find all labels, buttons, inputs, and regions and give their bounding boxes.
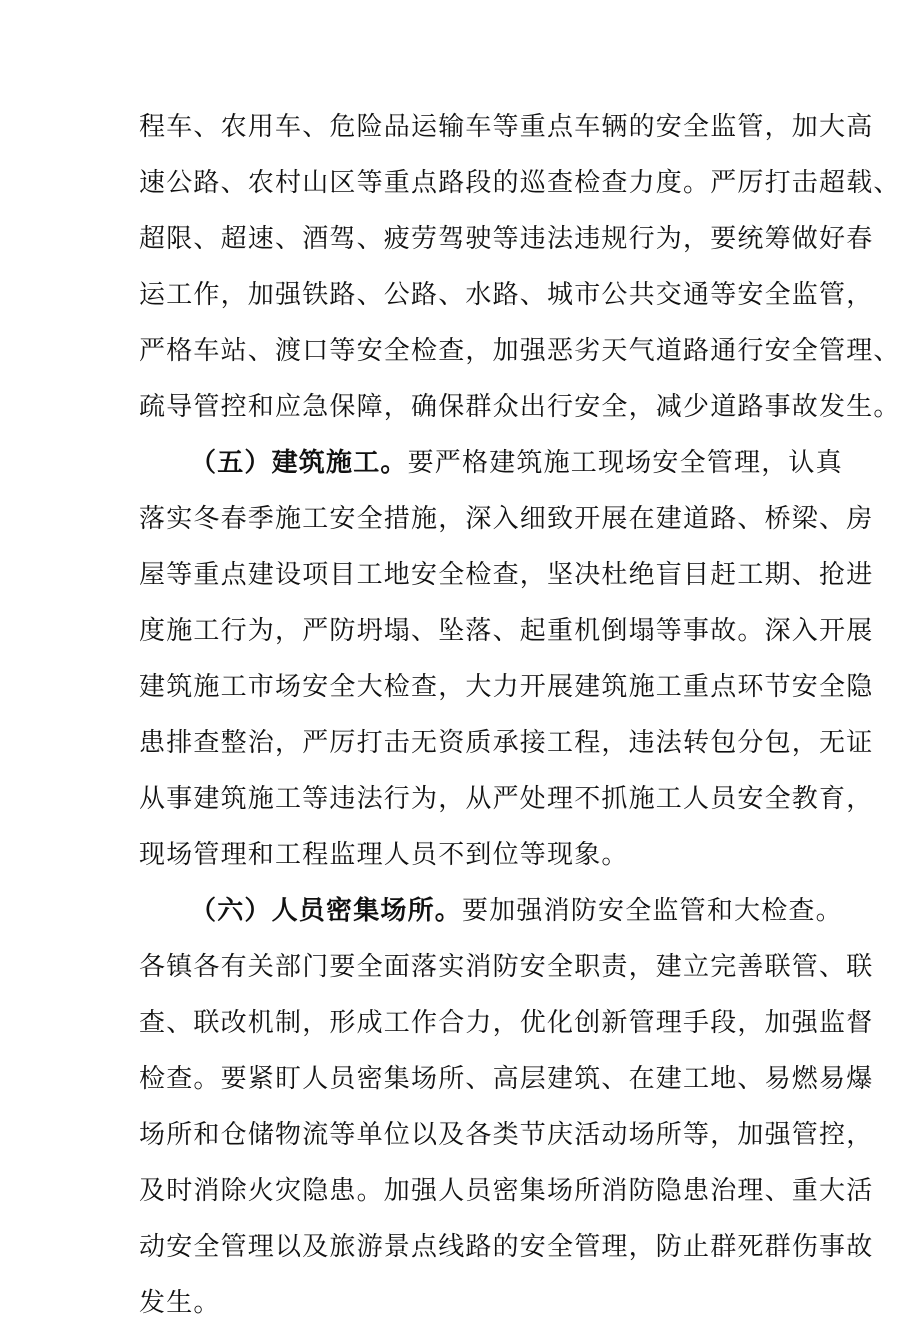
section-6-heading: （六）人员密集场所。 [190, 896, 463, 926]
paragraph-line: 发生。 [139, 1288, 221, 1318]
paragraph-line: 疏导管控和应急保障，确保群众出行安全，减少道路事故发生。 [139, 392, 901, 422]
section-6-intro: 要加强消防安全监管和大检查。 [462, 896, 843, 926]
paragraph-line: 及时消除火灾隐患。加强人员密集场所消防隐患治理、重大活 [139, 1176, 874, 1206]
paragraph-line: 运工作，加强铁路、公路、水路、城市公共交通等安全监管， [139, 280, 874, 310]
paragraph-line: 严格车站、渡口等安全检查，加强恶劣天气道路通行安全管理、 [139, 336, 901, 366]
paragraph-line: 程车、农用车、危险品运输车等重点车辆的安全监管，加大高 [139, 112, 874, 142]
paragraph-line: 检查。要紧盯人员密集场所、高层建筑、在建工地、易燃易爆 [139, 1064, 874, 1094]
paragraph-line: 患排查整治，严厉打击无资质承接工程，违法转包分包，无证 [139, 728, 874, 758]
paragraph-line: 度施工行为，严防坍塌、坠落、起重机倒塌等事故。深入开展 [139, 616, 874, 646]
paragraph-line: 动安全管理以及旅游景点线路的安全管理，防止群死群伤事故 [139, 1232, 874, 1262]
paragraph-line: 查、联改机制，形成工作合力，优化创新管理手段，加强监督 [139, 1008, 874, 1038]
paragraph-line: 超限、超速、酒驾、疲劳驾驶等违法违规行为，要统筹做好春 [139, 224, 874, 254]
section-5-heading: （五）建筑施工。 [190, 448, 408, 478]
section-5-intro: 要严格建筑施工现场安全管理，认真 [407, 448, 843, 478]
section-5-first-line [190, 443, 843, 483]
paragraph-line: 建筑施工市场安全大检查，大力开展建筑施工重点环节安全隐 [139, 672, 874, 702]
paragraph-line: 落实冬春季施工安全措施，深入细致开展在建道路、桥梁、房 [139, 504, 874, 534]
paragraph-line: 场所和仓储物流等单位以及各类节庆活动场所等，加强管控， [139, 1120, 874, 1150]
paragraph-line: 现场管理和工程监理人员不到位等现象。 [139, 840, 629, 870]
paragraph-line: 各镇各有关部门要全面落实消防安全职责，建立完善联管、联 [139, 952, 874, 982]
section-6-first-line [190, 891, 843, 931]
paragraph-line: 屋等重点建设项目工地安全检查，坚决杜绝盲目赶工期、抢进 [139, 560, 874, 590]
paragraph-line: 从事建筑施工等违法行为，从严处理不抓施工人员安全教育， [139, 784, 874, 814]
paragraph-line: 速公路、农村山区等重点路段的巡查检查力度。严厉打击超载、 [139, 168, 901, 198]
